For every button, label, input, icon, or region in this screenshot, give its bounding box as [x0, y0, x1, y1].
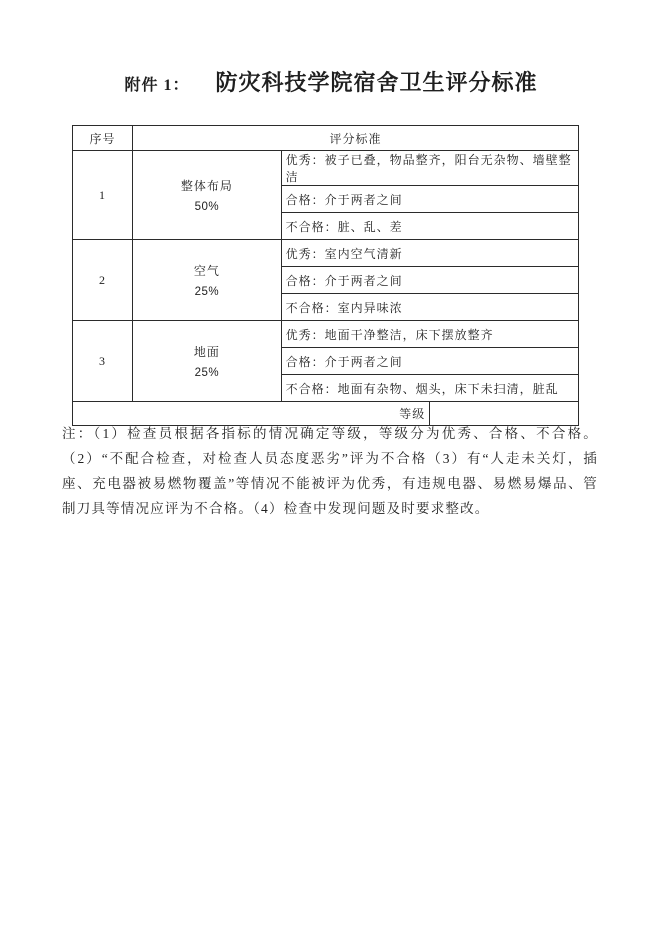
group2-category-cell [133, 240, 282, 321]
table-row [73, 321, 579, 348]
group2-criteria-excellent: 优秀：室内空气清新 [281, 240, 578, 267]
attachment-label: 附件 1： [124, 77, 190, 94]
group3-index-cell: 3 [73, 321, 133, 402]
group2-criteria-pass: 合格：介于两者之间 [281, 267, 578, 294]
table-header-row [73, 126, 579, 151]
group3-category-cell [133, 321, 282, 402]
group1-category-weight: 50% [194, 201, 220, 213]
table-row [73, 240, 579, 267]
table-row [73, 151, 579, 186]
group3-criteria-fail: 不合格：地面有杂物、烟头，床下未扫清，脏乱 [281, 375, 578, 402]
group3-criteria-excellent: 优秀：地面干净整洁，床下摆放整齐 [281, 321, 578, 348]
group1-criteria-excellent: 优秀：被子已叠，物品整齐，阳台无杂物、墙壁整洁 [281, 151, 578, 186]
notes-paragraph: 注：（1）检查员根据各指标的情况确定等级，等级分为优秀、合格、不合格。（2）“不配合检查，对检查人员态度恶劣”评为不合格（3）有“人走未关灯，插座、充电器被易燃物覆盖”等情况不能被评为优秀，有违规电器、易燃易爆品、管制刀具等情况应评为不合格。（4）检查中发现问题及时要求整改。 [62, 426, 598, 516]
group1-criteria-pass: 合格：介于两者之间 [281, 186, 578, 213]
header-index-cell: 序号 [73, 126, 133, 151]
group2-category-name: 空气 [193, 264, 220, 278]
page-title: 防灾科技学院宿舍卫生评分标准 [215, 70, 538, 95]
grade-label-cell: 等级 [73, 402, 430, 426]
group2-category-weight: 25% [194, 286, 220, 298]
group1-index-cell: 1 [73, 151, 133, 240]
group3-category-name: 地面 [193, 345, 220, 359]
group3-criteria-pass: 合格：介于两者之间 [281, 348, 578, 375]
score-standard-table [72, 125, 579, 426]
document-title-line [0, 66, 662, 97]
group3-category-weight: 25% [194, 367, 220, 379]
group2-index-cell: 2 [73, 240, 133, 321]
group1-criteria-fail: 不合格：脏、乱、差 [281, 213, 578, 240]
group1-category-cell [133, 151, 282, 240]
group1-category-name: 整体布局 [180, 179, 233, 193]
group2-criteria-fail: 不合格：室内异味浓 [281, 294, 578, 321]
header-criteria-cell: 评分标准 [133, 126, 579, 151]
